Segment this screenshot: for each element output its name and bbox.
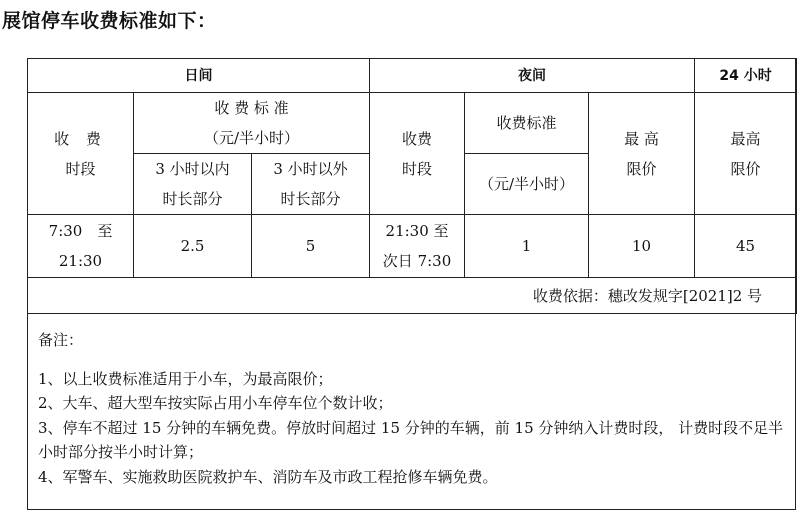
day-period-label-line1: 收 费 <box>54 129 107 148</box>
night-cap-label <box>589 93 695 215</box>
day-within-label-line1: 3 小时以内 <box>155 160 230 178</box>
day-beyond-label <box>252 154 370 215</box>
night-period-label <box>370 93 465 215</box>
h24-cap-label <box>695 93 797 215</box>
note-item-3: 3、停车不超过 15 分钟的车辆免费。停放时间超过 15 分钟的车辆，前 15 分钟纳入计费时段， 计费时段不足半小时部分按半小时计算； <box>38 418 784 461</box>
h24-header: 24 小时 <box>695 59 797 93</box>
h24-cap-value: 45 <box>695 215 797 278</box>
day-rate-label-line1: 收 费 标 准 <box>214 99 289 117</box>
day-rate-label <box>134 93 370 154</box>
night-period-value <box>370 215 465 278</box>
night-period-label-line2: 时段 <box>402 159 433 178</box>
fee-basis: 收费依据：穗改发规字[2021]2 号 <box>28 278 797 314</box>
night-header: 夜间 <box>370 59 695 93</box>
night-rate-label: 收费标准 <box>465 93 589 154</box>
night-cap-value: 10 <box>589 215 695 278</box>
day-beyond-label-line1: 3 小时以外 <box>273 160 348 178</box>
day-period-label-line2: 时段 <box>65 159 96 178</box>
night-period-value-line1: 21:30 至 <box>385 222 449 240</box>
night-rate-unit: （元/半小时） <box>465 154 589 215</box>
day-beyond-label-line2: 时长部分 <box>280 190 341 208</box>
night-period-label-line1: 收费 <box>402 129 433 148</box>
h24-cap-label-line1: 最高 <box>730 129 761 148</box>
night-cap-label-line1: 最 高 <box>624 129 659 148</box>
day-period-label <box>28 93 134 215</box>
day-within-value: 2.5 <box>134 215 252 278</box>
note-item-4: 4、军警车、实施救助医院救护车、消防车及市政工程抢修车辆免费。 <box>38 467 498 486</box>
day-period-value <box>28 215 134 278</box>
notes-title: 备注： <box>38 331 84 349</box>
day-within-label-line2: 时长部分 <box>162 190 223 208</box>
day-beyond-value: 5 <box>252 215 370 278</box>
day-header: 日间 <box>28 59 370 93</box>
night-cap-label-line2: 限价 <box>626 159 657 178</box>
night-period-value-line2: 次日 7:30 <box>382 252 452 270</box>
notes-section <box>38 328 790 489</box>
fee-table <box>27 58 797 314</box>
h24-cap-label-line2: 限价 <box>730 159 761 178</box>
day-period-value-line1: 7:30 至 <box>48 222 113 240</box>
note-item-2: 2、大车、超大型车按实际占用小车停车位个数计收； <box>38 394 393 412</box>
day-period-value-line2: 21:30 <box>58 252 103 270</box>
page-heading: 展馆停车收费标准如下： <box>2 10 217 32</box>
day-within-label <box>134 154 252 215</box>
note-item-1: 1、以上收费标准适用于小车，为最高限价； <box>38 369 333 388</box>
day-rate-label-line2: （元/半小时） <box>203 129 300 147</box>
night-rate-value: 1 <box>465 215 589 278</box>
